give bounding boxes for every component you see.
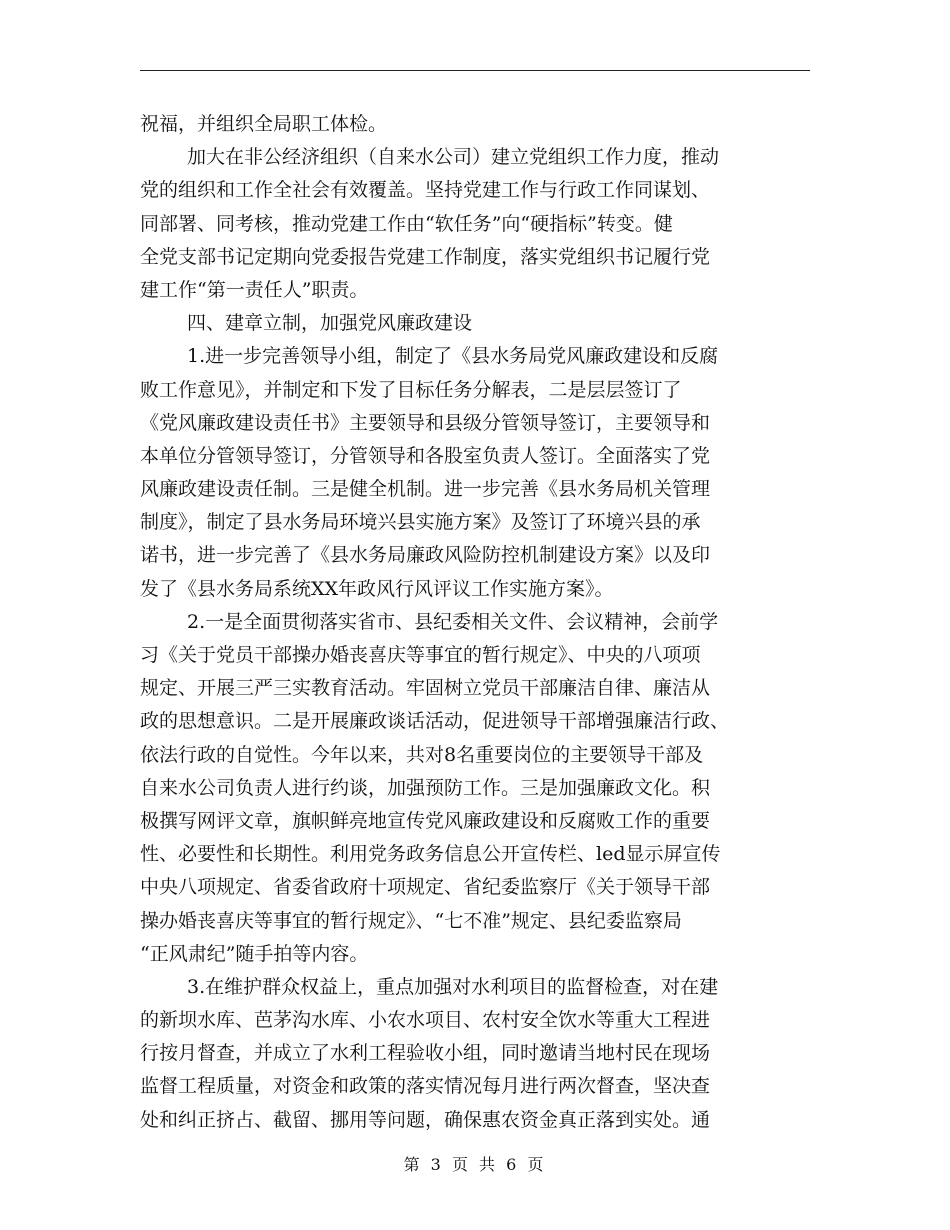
text-line: 败工作意见》，并制定和下发了目标任务分解表，二是层层签订了 [140,378,682,401]
text-line: 党的组织和工作全社会有效覆盖。坚持党建工作与行政工作同谋划、 [140,179,711,202]
header-rule [140,70,810,71]
paragraph-first-line: 1.进一步完善领导小组，制定了《县水务局党风廉政建设和反腐 [187,345,719,368]
document-body [140,108,810,1137]
text-line: 性、必要性和长期性。利用党务政务信息公开宣传栏、led显示屏宣传 [140,843,721,866]
text-line: 的新坝水库、芭茅沟水库、小农水项目、农村安全饮水等重大工程进 [140,1009,711,1032]
text-line: 操办婚丧喜庆等事宜的暂行规定》、“七不准”规定、县纪委监察局 [140,909,682,932]
text-line: 行按月督查，并成立了水利工程验收小组，同时邀请当地村民在现场 [140,1042,711,1065]
text-line: 建工作“第一责任人”职责。 [140,278,369,301]
text-line: 发了《县水务局系统XX年政风行风评议工作实施方案》。 [140,577,614,600]
text-line: 《党风廉政建设责任书》主要领导和县级分管领导签订，主要领导和 [140,411,711,434]
page-number-footer: 第 3 页 共 6 页 [403,1155,547,1174]
text-line: 规定、开展三严三实教育活动。牢固树立党员干部廉洁自律、廉洁从 [140,677,711,700]
text-line: 诺书，进一步完善了《县水务局廉政风险防控机制建设方案》以及印 [140,544,711,567]
text-line: 中央八项规定、省委省政府十项规定、省纪委监察厅《关于领导干部 [140,876,711,899]
paragraph-first-line: 3.在维护群众权益上，重点加强对水利项目的监督检查，对在建 [187,975,719,998]
text-line: 同部署、同考核，推动党建工作由“软任务”向“硬指标”转变。健 [140,212,673,235]
text-line: 监督工程质量，对资金和政策的落实情况每月进行两次督查，坚决查 [140,1075,711,1098]
text-line: 祝福，并组织全局职工体检。 [140,113,388,135]
text-line: 全党支部书记定期向党委报告党建工作制度，落实党组织书记履行党 [140,245,711,268]
text-line: 极撰写网评文章，旗帜鲜亮地宣传党风廉政建设和反腐败工作的重要 [140,809,711,832]
text-line: 处和纠正挤占、截留、挪用等问题，确保惠农资金真正落到实处。通 [140,1108,711,1131]
text-line: “正风肃纪”随手拍等内容。 [140,942,369,965]
text-line: 本单位分管领导签订，分管领导和各股室负责人签订。全面落实了党 [140,444,711,467]
text-line: 依法行政的自觉性。今年以来，共对8名重要岗位的主要领导干部及 [140,743,704,766]
text-line: 政的思想意识。二是开展廉政谈话活动，促进领导干部增强廉洁行政、 [140,710,730,733]
paragraph-first-line: 四、建章立制，加强党风廉政建设 [187,312,473,335]
text-line: 制度》，制定了县水务局环境兴县实施方案》及签订了环境兴县的承 [140,511,701,534]
text-line: 习《关于党员干部操办婚丧喜庆等事宜的暂行规定》、中央的八项项 [140,644,701,666]
paragraph-first-line: 加大在非公经济组织（自来水公司）建立党组织工作力度，推动 [187,146,720,169]
text-line: 自来水公司负责人进行约谈，加强预防工作。三是加强廉政文化。积 [140,776,711,799]
text-line: 风廉政建设责任制。三是健全机制。进一步完善《县水务局机关管理 [140,478,711,501]
paragraph-first-line: 2.一是全面贯彻落实省市、县纪委相关文件、会议精神，会前学 [187,610,719,633]
